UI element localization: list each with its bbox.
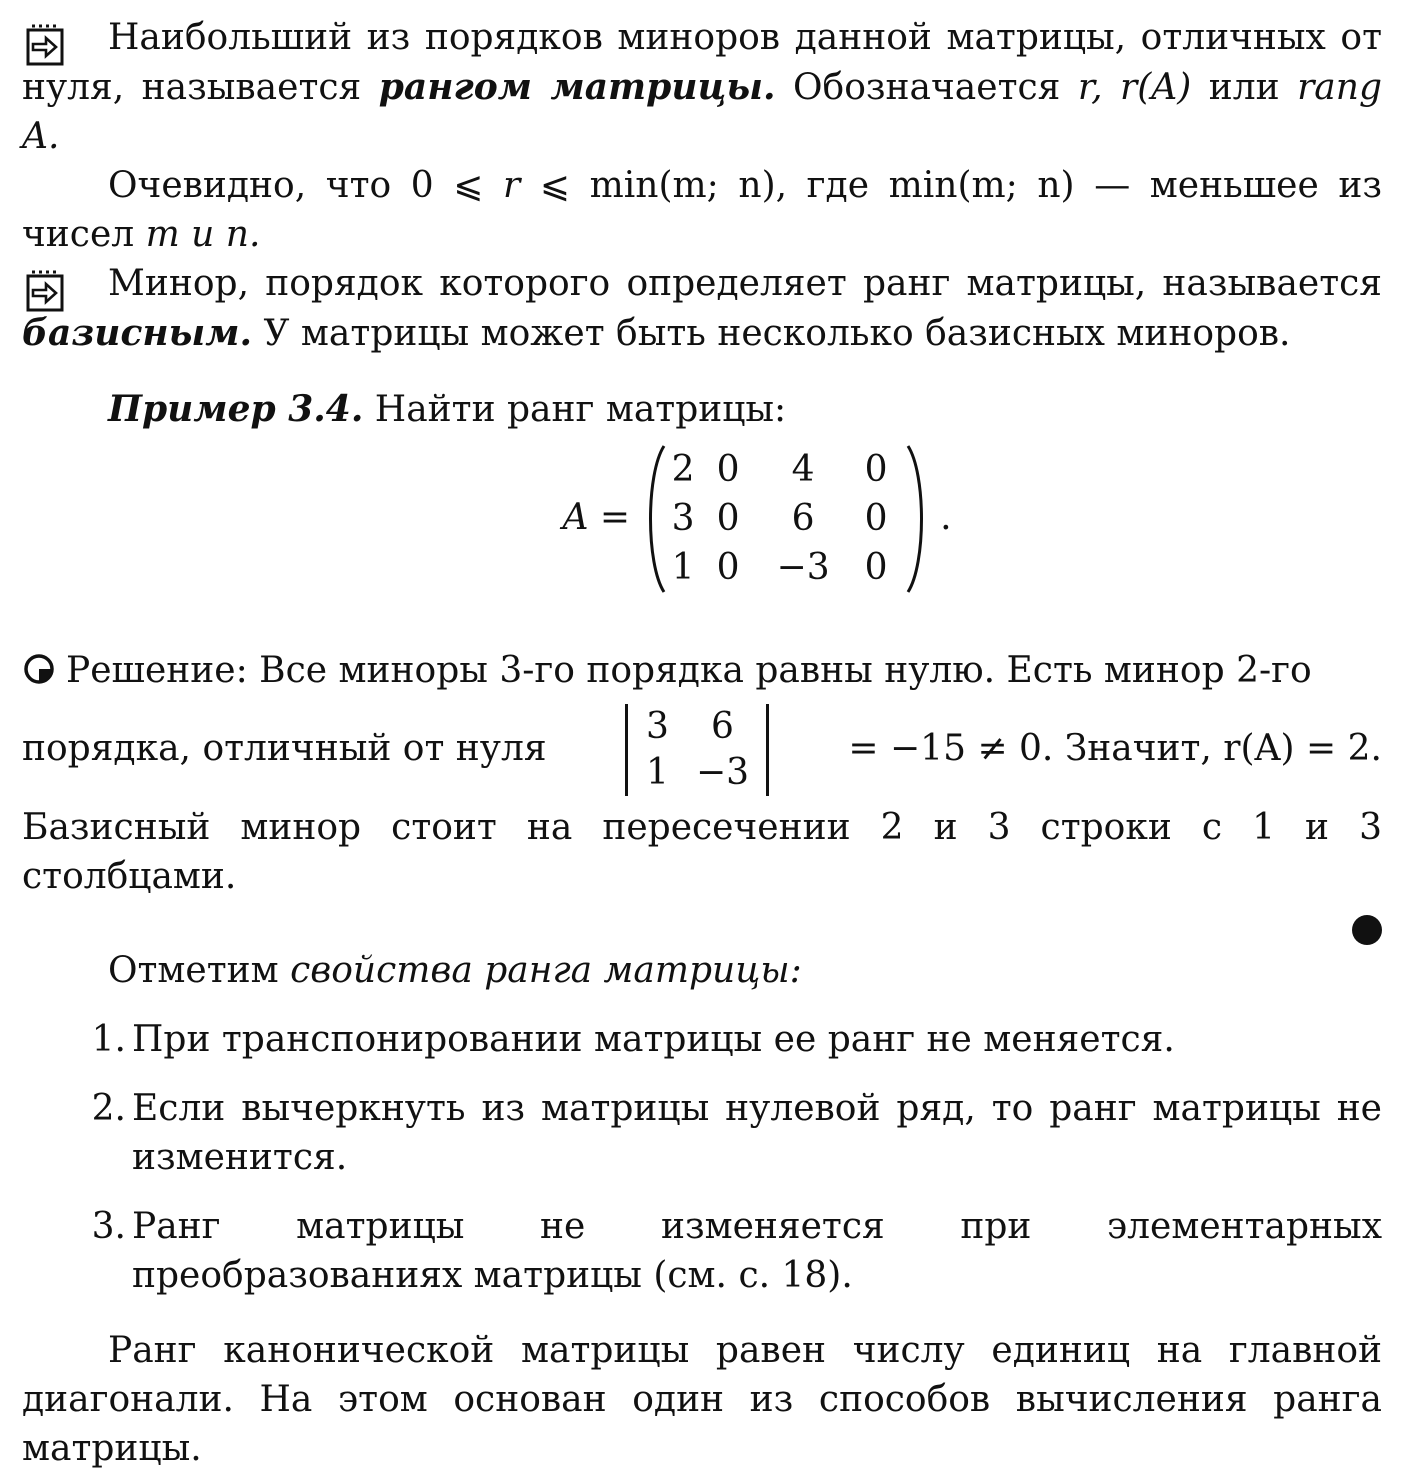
matrix-cell: 0 xyxy=(716,498,740,540)
definition-rank xyxy=(22,14,1382,162)
matrix-lhs: A = xyxy=(562,497,631,539)
property-number: 2. xyxy=(91,1088,126,1130)
matrix-cell: −3 xyxy=(776,547,830,589)
determinant-cell: 6 xyxy=(711,705,734,747)
example-title: Пример 3.4. Найти ранг матрицы: xyxy=(108,387,787,430)
matrix-cell: 3 xyxy=(671,498,695,540)
solution-line-1: Решение: Все миноры 3-го порядка равны нулю. Есть минор 2-го xyxy=(22,647,1382,696)
right-paren-icon xyxy=(906,444,928,594)
matrix-cell: 0 xyxy=(864,498,888,540)
matrix-cell: 1 xyxy=(671,547,695,589)
solution-line-3: Базисный минор стоит на пересечении 2 и 3 строки с 1 и 3 столбцами. xyxy=(22,806,1382,897)
property-number: 1. xyxy=(91,1019,126,1061)
property-text: При транспонировании матрицы ее ранг не меняется. xyxy=(132,1019,1175,1061)
matrix-cell: 2 xyxy=(671,449,695,491)
matrix-cell: 0 xyxy=(716,449,740,491)
properties-intro: Отметим свойства ранга матрицы: xyxy=(108,950,802,992)
property-text: Если вычеркнуть из матрицы нулевой ряд, то ранг матрицы не изменится. xyxy=(132,1088,1382,1179)
page xyxy=(22,14,1382,1474)
determinant-cell: 1 xyxy=(646,751,669,793)
solution-end-icon xyxy=(1352,915,1382,945)
definition-basis-minor xyxy=(22,260,1382,359)
properties-list xyxy=(22,1016,1382,1301)
property-item xyxy=(22,1085,1382,1183)
term-rank: рангом матрицы. xyxy=(378,65,776,108)
final-paragraph: Ранг канонической матрицы равен числу единиц на главной диагонали. На этом основан один из способов вычисления ранга матрицы. xyxy=(22,1330,1382,1470)
property-text: Ранг матрицы не изменяется при элементарных преобразованиях матрицы (см. с. 18). xyxy=(132,1206,1382,1297)
rank-bounds: Очевидно, что 0 ⩽ r ⩽ min(m; n), где min(m; n) — меньшее из чисел m и n. xyxy=(22,164,1383,255)
arrow-note-icon xyxy=(26,270,66,312)
determinant-cell: −3 xyxy=(695,751,750,793)
matrix-cell: 4 xyxy=(791,449,815,491)
solution-start-icon xyxy=(22,652,56,686)
solution-line-2: порядка, отличный от нуля 3 6 1 −3 = −15 ≠ 0. Значит, r(A) = 2. xyxy=(22,696,1382,804)
matrix-cell: 0 xyxy=(864,449,888,491)
arrow-note-icon xyxy=(26,24,66,66)
determinant-cell: 3 xyxy=(646,705,669,747)
matrix-dot: . xyxy=(940,497,952,539)
determinant xyxy=(625,704,769,796)
matrix-cell: 0 xyxy=(716,547,740,589)
definition-rank-text: Наибольший из порядков миноров данной матрицы, отличных от нуля, называется рангом матрицы. Обозначается r, r(A) или rang A. xyxy=(22,17,1382,157)
matrix-display xyxy=(22,439,1382,599)
term-basis: базисным. xyxy=(22,311,253,354)
matrix-cell: 0 xyxy=(864,547,888,589)
property-item xyxy=(22,1203,1382,1301)
solution xyxy=(22,647,1382,902)
definition-basis-text: Минор, порядок которого определяет ранг матрицы, называется базисным. У матрицы может быть несколько базисных миноров. xyxy=(22,262,1382,354)
matrix-grid xyxy=(668,445,904,592)
property-number: 3. xyxy=(91,1206,126,1248)
property-item xyxy=(22,1016,1382,1065)
left-paren-icon xyxy=(644,444,666,594)
matrix-cell: 6 xyxy=(791,498,815,540)
